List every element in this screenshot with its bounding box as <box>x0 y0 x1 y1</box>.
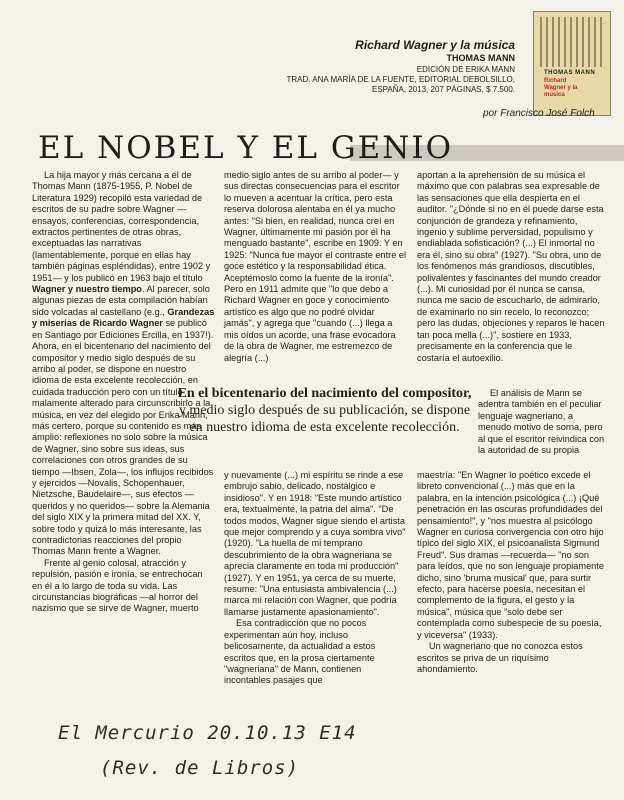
column-2-top <box>224 170 406 364</box>
byline <box>483 108 595 119</box>
pull-quote-text: y medio siglo después de su publicación, se dispone en nuestro idioma de esta excelente recolección. <box>178 403 471 435</box>
source-edition: EDICIÓN DE ERIKA MANN <box>416 65 515 74</box>
book-title: Richard Wagner y la música <box>355 38 515 52</box>
column-1-paragraph-2: Frente al genio colosal, atracción y repulsión, pasión e ironía, se entrechocan en él a lo largo de toda su vida. Las circunstancias biográficas —al horror del nazismo que se sirve de Wagner, muerto <box>32 557 203 614</box>
source-publication: ESPAÑA, 2013, 207 PÁGINAS, $ 7.500. <box>371 85 515 94</box>
column-3-top-text: aportan a la aprehensión de su música el máximo que con palabras sea expresable de las sensaciones que ella despierta en el auditor. "¿Dónde si no en él puede darse esta conjunción de grandeza y refinamiento, ingenio y sublime perversidad, populismo y endiablada sofisticación? (...) El inmortal no era él, sino su obra" (1927). "Su obra, uno de los fenómenos más grandiosos, discutibles, polivalentes y fascinantes del mundo creador (...). Mi curiosidad por él nunca se cansa, nunca me sacio de escucharlo, de admirarlo, de examinarlo no sin recelo, lo reconozco; pero las dudas, objeciones y reparos le hacen tan poca mella (...)", sostiere en 1933, precisamente en la conferencia que le costaría el autoexilio. <box>417 170 605 363</box>
book-cover-image <box>533 11 611 116</box>
pull-quote <box>177 385 472 436</box>
pull-quote-bold: En el bicentenario del nacimiento del compositor, <box>177 386 472 401</box>
cover-illustration <box>540 17 604 67</box>
column-3-top <box>417 170 605 364</box>
headline: EL NOBEL Y EL GENIO <box>38 130 454 166</box>
handwritten-section-note: (Rev. de Libros) <box>100 757 300 779</box>
source-translation: TRAD. ANA MARÍA DE LA FUENTE, EDITORIAL DEBOLSILLO, <box>286 75 515 84</box>
book-source-info <box>250 38 515 95</box>
column-2-top-text: medio siglo antes de su arribo al poder— y sus directas consecuencias para el escritor lo mueven a acentuar la crítica, pero esta reserva dolorosa alentaba en él ya mucho antes: "Si bien, en realidad, nunca creí en Wagner, últimamente mi pasión por él ha menguado bastante", escribe en 1909. Y en 1925: "Nunca fue mayor el contraste entre el goce estético y la responsabilidad ética. Aceptémoslo como la fuente de la ironía". Pero en 1911 admite que "lo que debo a Richard Wagner en goce y conocimiento artístico es algo que no podré olvidar jamás", y agrega que "cuando (...) llega a mis oídos un acorde, una frase evocadora de la obra de Wagner, me estremezco de alegría (...) <box>224 170 407 363</box>
book-author: THOMAS MANN <box>446 53 515 63</box>
column-1-text-a: La hija mayor y más cercana a él de Thomas Mann (1875-1955, P. Nobel de Literatura 1929) recopiló esta variedad de escritos de su padre sobre Wagner —ensayos, conferencias, correspondencia, extractos pertinentes de otras obras, exceptuadas las narrativas (lamentablemente, porque en ellas hay también páginas espléndidas), entre 1902 y 1951— y los publicó en 1963 bajo el título <box>32 170 211 283</box>
cover-author: THOMAS MANN <box>544 70 596 76</box>
column-3-middle-text: El análisis de Mann se adentra también en el peculiar lenguaje wagneriano, a menudo motivo de sorna, pero al que el escritor reivindica con la autoridad de su propia <box>478 388 605 456</box>
column-3-bottom-text: maestría: "En Wagner lo poético excede el libreto convencional (...) más que en la palabra, en la intención psicológica (...) ¡Qué penetración en las oscuras profundidades del pensamiento!", y "nos muestra al psicólogo Wagner en curiosa convergencia con otro hijo típico del siglo XIX, el psicoanalista Sigmund Freud". Sus dramas —recuerda— "no son para leídos, que no son lenguaje propiamente dicho, sino 'bruma musical' que, para surtir efecto, para hacerse poesía, necesitan el complemento de la figura, el gesto y la música", música que "solo debe ser contemplada como subespecie de su poesía, y viceversa" (1933). <box>417 470 604 640</box>
column-2-bottom-text: y nuevamente (...) mi espíritu se rinde a ese embrujo sabio, delicado, nostálgico e insidioso". Y en 1918: "Este mundo artístico era, textualmente, la patria del alma". "De todos modos, Wagner sigue siendo el artista que mejor comprendo y a cuya sombra vivo" (1920). "La huella de mi temprano descubrimiento de la obra wagneriana se aprecia claramente en toda mi producción" (1927). Y en 1951, ya cerca de su muerte, resume: "Una entusiasta ambivalencia (...) marca mi relación con Wagner, que podría llamarse justamente apasionamiento". <box>224 470 406 617</box>
column-3-middle <box>478 388 605 456</box>
column-1-paragraph-1 <box>32 170 215 558</box>
byline-author: Francisco José Folch <box>500 108 595 119</box>
column-3-paragraph-2: Un wagneriano que no conozca estos escritos se priva de un riquísimo ahondamiento. <box>417 641 583 674</box>
cover-title: Richard Wagner y la música <box>544 78 578 98</box>
column-1-text-c: se publicó en Santiago por Ediciones Ercilla, en 1937!). Ahora, en el bicentenario del nacimiento del compositor y medio siglo después de su arribo al poder, se dispone en nuestro idioma de esta excelente recolección, en cuidada traducción pero con un título malamente alterado para circunscribirlo a la música, en vez del elegido por Erika Mann, más certero, porque su contenido es más amplio: reflexiones no solo sobre la música de Wagner, sino sobre sus ideas, sus correlaciones con otros grandes de su tiempo —Ibsen, Zola—, los influjos recibidos y ejercidos —Novalis, Schopenhauer, Nietzsche, Baudelaire—, sus efectos —queridos y no queridos— sobre la Alemania del siglo XIX y la primera mitad del XX. Y, sobre todo y quizá lo más interesante, las contradictorias reacciones del propio Thomas Mann frente a Wagner. <box>32 318 214 557</box>
column-2-bottom <box>224 470 406 687</box>
handwritten-source-note: El Mercurio 20.10.13 E14 <box>58 722 357 744</box>
byline-prefix: por <box>483 108 498 119</box>
earlier-book-title: Grandezas y miserias de Ricardo Wagner <box>32 306 215 329</box>
column-1-text-b: . Al parecer, solo algunas piezas de esta compilación habían sido volcadas al castellano (e.g., <box>32 284 210 317</box>
book-original-title: Wagner y nuestro tiempo <box>32 284 142 295</box>
column-3-bottom <box>417 470 605 675</box>
column-2-paragraph-2: Esa contradicción que no pocos experimentan aún hoy, incluso belicosamente, da actualidad a estos escritos que, en la prosa ciertamente "wagneriana" de Mann, contienen incontables pasajes que <box>224 618 376 686</box>
